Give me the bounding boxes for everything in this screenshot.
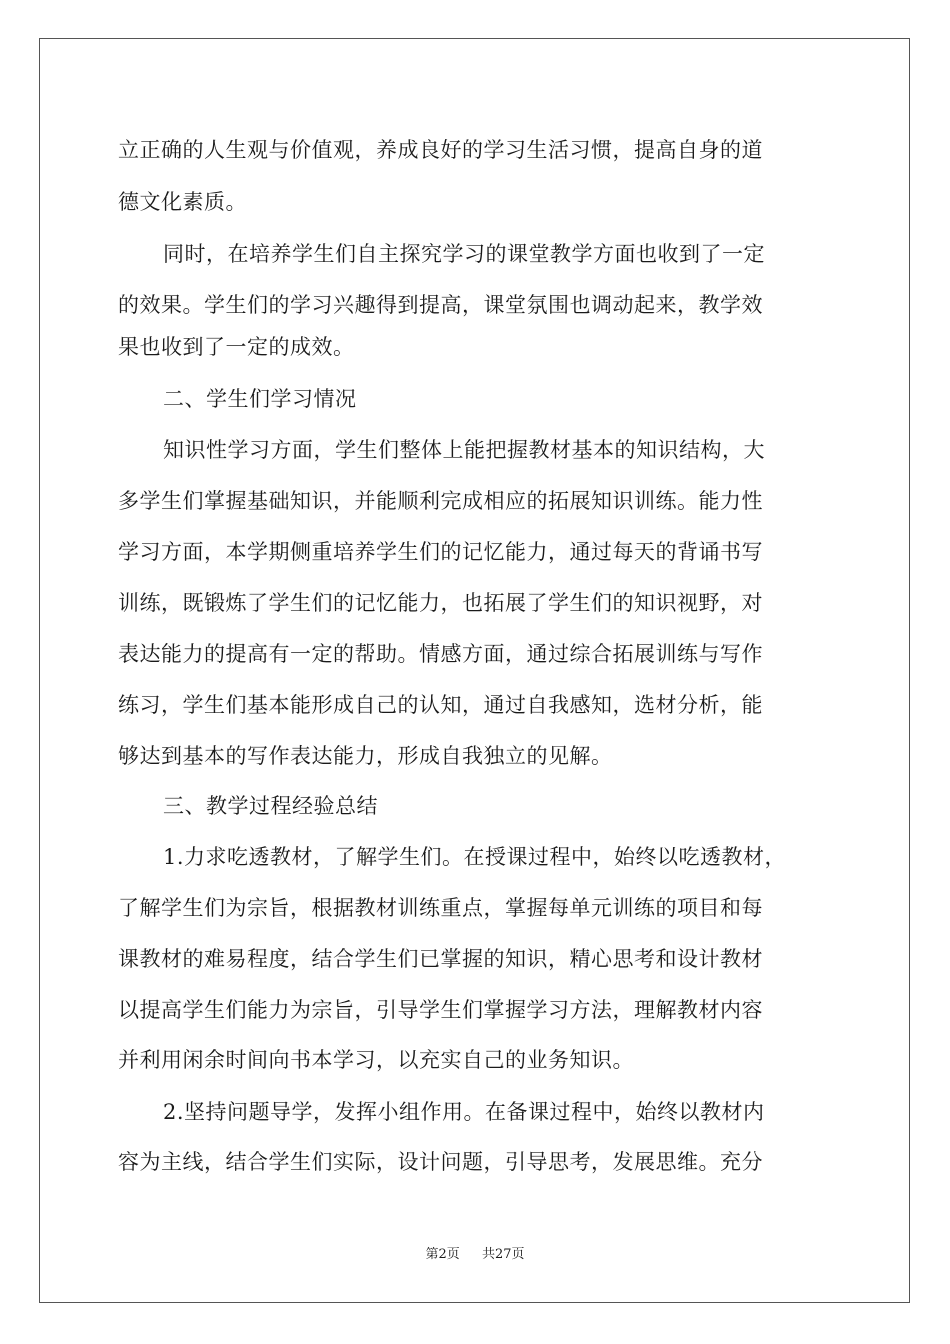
text-line: 并利用闲余时间向书本学习，以充实自己的业务知识。 bbox=[118, 1048, 634, 1072]
text-line: 果也收到了一定的成效。 bbox=[118, 335, 355, 359]
text-line: 容为主线，结合学生们实际，设计问题，引导思考，发展思维。充分 bbox=[118, 1150, 763, 1174]
text-line: 知识性学习方面，学生们整体上能把握教材基本的知识结构，大 bbox=[163, 438, 765, 462]
text-line: 课教材的难易程度，结合学生们已掌握的知识，精心思考和设计教材 bbox=[118, 947, 763, 971]
text-line: 同时，在培养学生们自主探究学习的课堂教学方面也收到了一定 bbox=[163, 242, 765, 266]
text-line: 学习方面，本学期侧重培养学生们的记忆能力，通过每天的背诵书写 bbox=[118, 540, 763, 564]
text-line: 多学生们掌握基础知识，并能顺利完成相应的拓展知识训练。能力性 bbox=[118, 489, 763, 513]
text-line: 德文化素质。 bbox=[118, 190, 247, 214]
text-line: 以提高学生们能力为宗旨，引导学生们掌握学习方法，理解教材内容 bbox=[118, 998, 763, 1022]
text-line: 立正确的人生观与价值观，养成良好的学习生活习惯，提高自身的道 bbox=[118, 138, 763, 162]
text-line: 1.力求吃透教材，了解学生们。在授课过程中，始终以吃透教材， bbox=[163, 845, 787, 869]
text-line: 了解学生们为宗旨，根据教材训练重点，掌握每单元训练的项目和每 bbox=[118, 896, 763, 920]
text-line: 的效果。学生们的学习兴趣得到提高，课堂氛围也调动起来，教学效 bbox=[118, 293, 763, 317]
section-heading: 三、教学过程经验总结 bbox=[163, 794, 378, 818]
section-heading: 二、学生们学习情况 bbox=[163, 387, 357, 411]
page-footer bbox=[0, 1247, 950, 1263]
text-line: 够达到基本的写作表达能力，形成自我独立的见解。 bbox=[118, 744, 613, 768]
total-pages: 共27页 bbox=[482, 1247, 525, 1262]
text-line: 2.坚持问题导学，发挥小组作用。在备课过程中，始终以教材内 bbox=[163, 1100, 765, 1124]
text-line: 训练，既锻炼了学生们的记忆能力，也拓展了学生们的知识视野，对 bbox=[118, 591, 763, 615]
text-line: 练习，学生们基本能形成自己的认知，通过自我感知，选材分析，能 bbox=[118, 693, 763, 717]
text-line: 表达能力的提高有一定的帮助。情感方面，通过综合拓展训练与写作 bbox=[118, 642, 763, 666]
current-page-number: 第2页 bbox=[425, 1247, 460, 1262]
